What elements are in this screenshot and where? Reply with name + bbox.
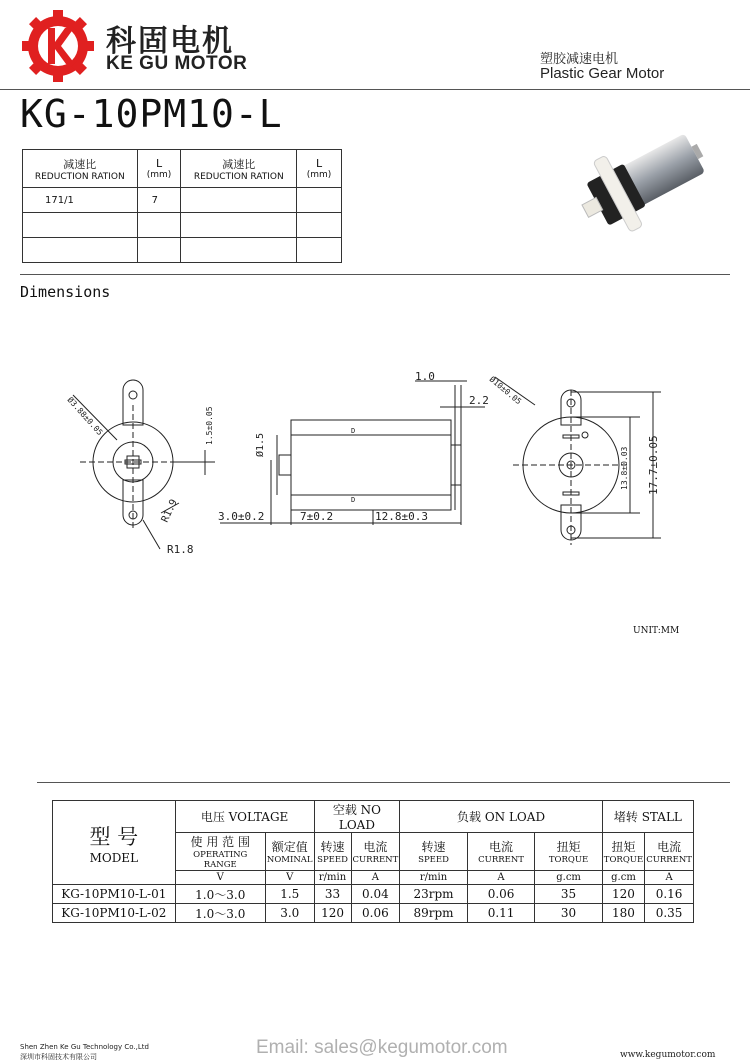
- spec-divider: [37, 782, 730, 783]
- stall-header: 堵转 STALL: [602, 801, 693, 833]
- no-load-header: 空载 NO LOAD: [314, 801, 400, 833]
- brand-name-en: KE GU MOTOR: [106, 53, 248, 74]
- unit-label: UNIT:MM: [633, 626, 680, 636]
- dim-d2-label: 1.5±0.05: [205, 406, 214, 445]
- dim-d1-label: Ø3.88±0.05: [65, 395, 105, 438]
- section-divider: [20, 274, 730, 275]
- table-row: KG-10PM10-L-01 1.0～3.0 1.5 33 0.04 23rpm 0.06 35 120 0.16: [53, 885, 694, 904]
- ratio-col3-header: 减速比 REDUCTION RATION: [181, 150, 297, 188]
- spec-table: 型 号 MODEL 电压 VOLTAGE 空载 NO LOAD 负载 ON LOAD 堵转 STALL 使 用 范 围 OPERATING RANGE 额定值 NOMINAL 转速 SPEED 电流 CURRENT 转速 SPEED 电流 CURRENT 扭矩 TORQUE 扭矩 TORQUE 电流 CURRENT V V r/min A r/min A g.cm g.cm A KG-10PM10-L-01 1.0～3.0 1.5 33 0.04 23rpm 0.06 35 120 0.16 KG-10PM10-L-02 1.0～3.0 3.0 120 0.06 89rpm 0.11 30 180 0.35: [52, 800, 694, 923]
- ratio-col1-header: 减速比 REDUCTION RATION: [23, 150, 138, 188]
- dim-r2-label: R1.8: [167, 543, 194, 556]
- company-name-en: Shen Zhen Ke Gu Technology Co.,Ltd: [20, 1043, 149, 1051]
- table-row: [23, 213, 342, 238]
- gear-logo-icon: [20, 8, 96, 84]
- motor-mark-top: D: [351, 427, 356, 435]
- motor-mark-bottom: D: [351, 496, 356, 504]
- header-divider: [0, 89, 750, 90]
- dim-h1-label: 13.8±0.03: [620, 446, 629, 490]
- product-photo: [570, 118, 720, 253]
- dim-len3-label: 12.8±0.3: [375, 510, 428, 523]
- dim-r1-label: R1.9: [159, 497, 180, 525]
- model-header: 型 号 MODEL: [53, 801, 176, 885]
- dimensions-heading: Dimensions: [20, 283, 111, 301]
- dim-len2-label: 7±0.2: [300, 510, 334, 523]
- model-title: KG-10PM10-L: [20, 92, 283, 136]
- dimension-drawing: [55, 365, 695, 565]
- contact-email[interactable]: Email: sales@kegumotor.com: [256, 1037, 508, 1058]
- ratio-col2-header: L (mm): [137, 150, 181, 188]
- dim-h2-label: 17.7±0.05: [647, 435, 660, 495]
- on-load-header: 负载 ON LOAD: [400, 801, 603, 833]
- motor-image-icon: [570, 118, 720, 253]
- table-row: 171/1 7: [23, 188, 342, 213]
- website-link[interactable]: www.kegumotor.com: [620, 1050, 716, 1060]
- table-row: [23, 238, 342, 263]
- product-type-cn: 塑胶减速电机: [540, 52, 619, 67]
- product-type-en: Plastic Gear Motor: [540, 65, 665, 82]
- dim-shaft-label: Ø1.5: [255, 432, 266, 457]
- ratio-col4-header: L (mm): [297, 150, 342, 188]
- dim-t1-label: 1.0: [415, 370, 435, 383]
- dim-t2-label: 2.2: [469, 394, 489, 407]
- brand-name-cn: 科固电机: [106, 24, 234, 59]
- table-row: KG-10PM10-L-02 1.0～3.0 3.0 120 0.06 89rpm 0.11 30 180 0.35: [53, 904, 694, 923]
- dim-dia-label: Ø10±0.05: [487, 374, 524, 407]
- voltage-header: 电压 VOLTAGE: [175, 801, 314, 833]
- company-name-cn: 深圳市科固技术有限公司: [20, 1053, 97, 1061]
- logo: [20, 8, 96, 84]
- dim-len1-label: 3.0±0.2: [218, 510, 265, 523]
- reduction-ratio-table: [22, 149, 342, 263]
